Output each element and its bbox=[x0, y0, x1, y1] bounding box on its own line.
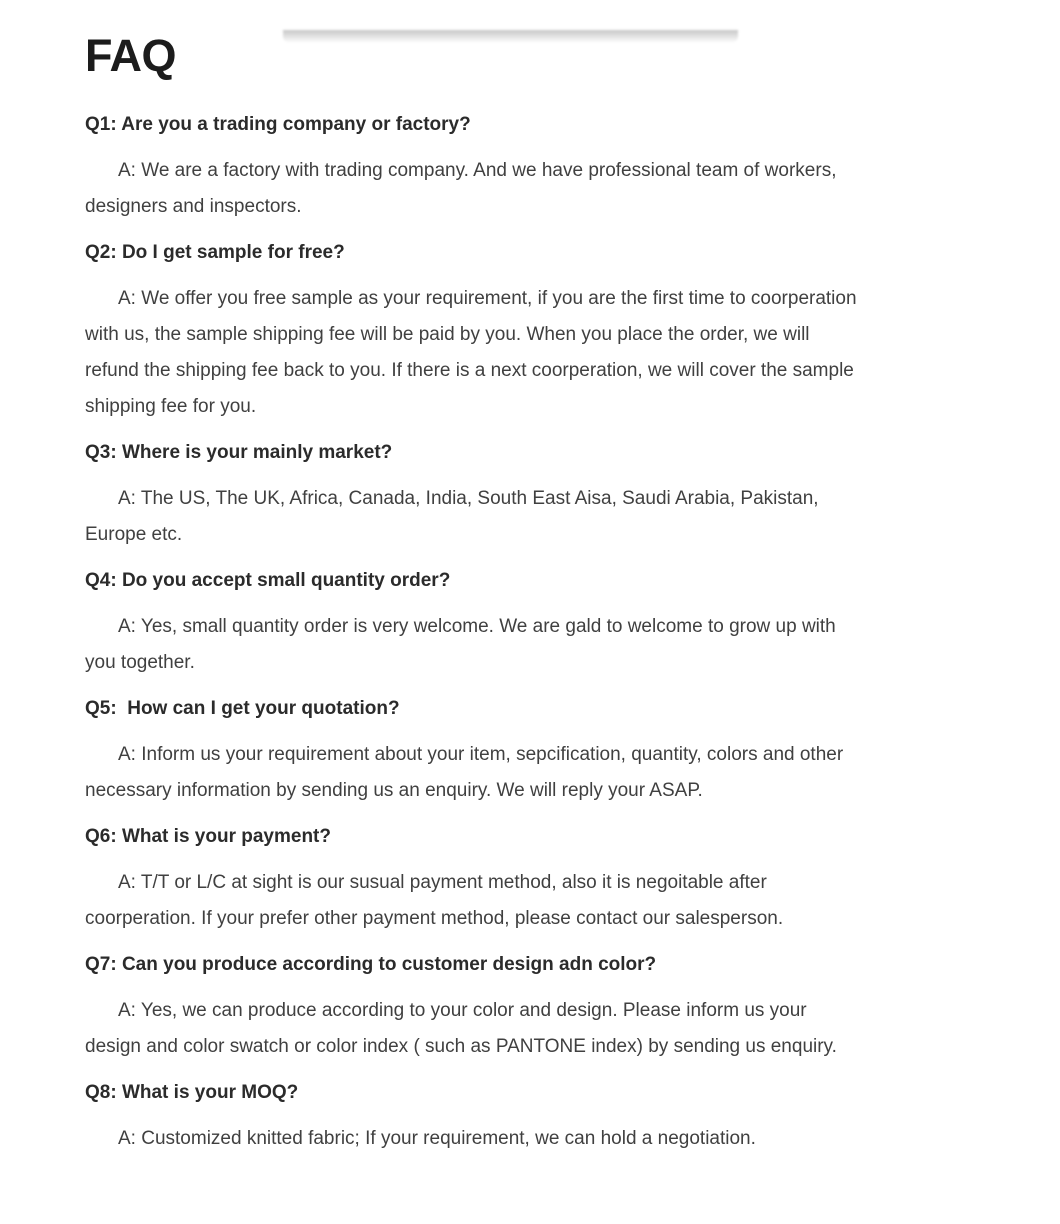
faq-answer-line: A: The US, The UK, Africa, Canada, India, South East Aisa, Saudi Arabia, Pakistan, bbox=[118, 488, 819, 509]
faq-answer-line: you together. bbox=[85, 652, 195, 673]
faq-answer-line: A: Inform us your requirement about your item, sepcification, quantity, colors and other bbox=[118, 744, 844, 765]
page-title: FAQ bbox=[85, 30, 177, 81]
faq-answer-5 bbox=[85, 737, 1000, 809]
faq-list bbox=[85, 107, 1000, 1157]
faq-answer-6 bbox=[85, 865, 1000, 937]
faq-answer-3 bbox=[85, 481, 1000, 553]
faq-answer-line: necessary information by sending us an enquiry. We will reply your ASAP. bbox=[85, 780, 703, 801]
faq-answer-line: A: We are a factory with trading company. And we have professional team of workers, bbox=[118, 160, 837, 181]
faq-answer-line: design and color swatch or color index ( such as PANTONE index) by sending us enquiry. bbox=[85, 1036, 837, 1057]
faq-answer-7 bbox=[85, 993, 1000, 1065]
faq-answer-line: designers and inspectors. bbox=[85, 196, 302, 217]
faq-question-8: Q8: What is your MOQ? bbox=[85, 1082, 299, 1103]
faq-answer-line: shipping fee for you. bbox=[85, 396, 257, 417]
faq-answer-line: A: Yes, small quantity order is very welcome. We are gald to welcome to grow up with bbox=[118, 616, 836, 637]
faq-answer-line: A: Customized knitted fabric; If your requirement, we can hold a negotiation. bbox=[118, 1128, 756, 1149]
faq-answer-line: A: Yes, we can produce according to your color and design. Please inform us your bbox=[118, 1000, 807, 1021]
faq-answer-2 bbox=[85, 281, 1000, 425]
faq-answer-line: coorperation. If your prefer other payment method, please contact our salesperson. bbox=[85, 908, 784, 929]
faq-question-7: Q7: Can you produce according to customer design adn color? bbox=[85, 954, 657, 975]
faq-page bbox=[0, 30, 1060, 1157]
faq-question-6: Q6: What is your payment? bbox=[85, 826, 331, 847]
faq-question-3: Q3: Where is your mainly market? bbox=[85, 442, 393, 463]
faq-answer-line: A: We offer you free sample as your requirement, if you are the first time to coorperation bbox=[118, 288, 857, 309]
faq-question-4: Q4: Do you accept small quantity order? bbox=[85, 570, 451, 591]
faq-answer-8 bbox=[85, 1121, 1000, 1157]
faq-answer-1 bbox=[85, 153, 1000, 225]
faq-question-5: Q5: How can I get your quotation? bbox=[85, 698, 400, 719]
faq-answer-line: refund the shipping fee back to you. If there is a next coorperation, we will cover the sample bbox=[85, 360, 854, 381]
faq-answer-line: with us, the sample shipping fee will be paid by you. When you place the order, we will bbox=[85, 324, 810, 345]
faq-answer-line: Europe etc. bbox=[85, 524, 183, 545]
faq-question-2: Q2: Do I get sample for free? bbox=[85, 242, 345, 263]
faq-question-1: Q1: Are you a trading company or factory? bbox=[85, 114, 471, 135]
faq-answer-4 bbox=[85, 609, 1000, 681]
faq-answer-line: A: T/T or L/C at sight is our susual payment method, also it is negoitable after bbox=[118, 872, 767, 893]
